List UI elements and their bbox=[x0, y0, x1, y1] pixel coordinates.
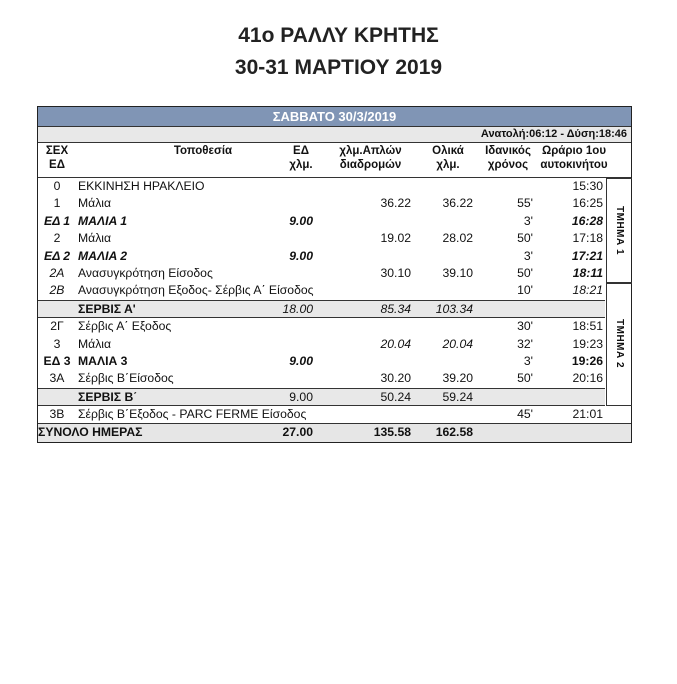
column-header-row bbox=[38, 143, 631, 178]
day-banner: ΣΑΒΒΑΤΟ 30/3/2019 bbox=[38, 107, 631, 127]
table-row: 1 Μάλια 36.22 36.22 55' 16:25 bbox=[53, 196, 603, 211]
document-title-block bbox=[0, 20, 677, 84]
col-schedule-header: Ωράριο 1ου αυτοκινήτου bbox=[540, 145, 608, 171]
table-row-day-total: ΣΥΝΟΛΟ ΗΜΕΡΑΣ 27.00 135.58 162.58 bbox=[38, 423, 631, 441]
section-label-2: ΤΜΗΜΑ 2 bbox=[606, 282, 632, 406]
col-location-header: Τοποθεσία bbox=[173, 145, 233, 157]
table-row: 2Α Ανασυγκρότηση Είσοδος 30.10 39.10 50' 18:11 bbox=[49, 265, 603, 280]
sunrise-sunset: Ανατολή:06:12 - Δύση:18:46 bbox=[38, 127, 631, 143]
itinerary-table bbox=[37, 106, 632, 443]
table-row: 2Β Ανασυγκρότηση Εξοδος- Σέρβις Α΄ Είσοδος 10' 18:21 bbox=[49, 283, 603, 298]
table-row: 2Γ Σέρβις Α΄ Εξοδος 30' 18:51 bbox=[50, 319, 603, 334]
table-row: 3Β Σέρβις Β΄Εξοδος - PARC FERME Είσοδος 45' 21:01 bbox=[49, 407, 603, 422]
table-row: 0 ΕΚΚΙΝΗΣΗ ΗΡΑΚΛΕΙΟ 15:30 bbox=[53, 179, 603, 193]
table-row-service: ΣΕΡΒΙΣ Β΄ 9.00 50.24 59.24 bbox=[38, 388, 605, 406]
table-row-service: ΣΕΡΒΙΣ Α' 18.00 85.34 103.34 bbox=[38, 300, 605, 318]
rally-title: 41ο ΡΑΛΛΥ ΚΡΗΤΗΣ bbox=[238, 24, 439, 47]
section-label-1: ΤΜΗΜΑ 1 bbox=[606, 178, 632, 284]
rally-dates: 30-31 ΜΑΡΤΙΟΥ 2019 bbox=[234, 56, 443, 79]
col-ss-km-header: ΕΔ χλμ. bbox=[289, 145, 313, 171]
col-total-km-header: Ολικά χλμ. bbox=[432, 145, 464, 171]
table-row: 2 Μάλια 19.02 28.02 50' 17:18 bbox=[53, 231, 603, 246]
col-ideal-time-header: Ιδανικός χρόνος bbox=[485, 145, 531, 171]
table-row-special-stage: ΕΔ 1 ΜΑΛΙΑ 1 9.00 3' 16:28 bbox=[43, 213, 603, 228]
col-no-header: ΣΕΧ ΕΔ bbox=[45, 145, 69, 171]
table-row-special-stage: ΕΔ 3 ΜΑΛΙΑ 3 9.00 3' 19:26 bbox=[43, 353, 603, 368]
table-row-special-stage: ΕΔ 2 ΜΑΛΙΑ 2 9.00 3' 17:21 bbox=[43, 248, 603, 263]
table-body bbox=[38, 178, 631, 442]
table-row: 3Α Σέρβις Β΄Είσοδος 30.20 39.20 50' 20:16 bbox=[49, 371, 603, 386]
col-liaison-header: χλμ.Απλών διαδρομών bbox=[339, 145, 402, 171]
table-row: 3 Μάλια 20.04 20.04 32' 19:23 bbox=[53, 336, 603, 351]
